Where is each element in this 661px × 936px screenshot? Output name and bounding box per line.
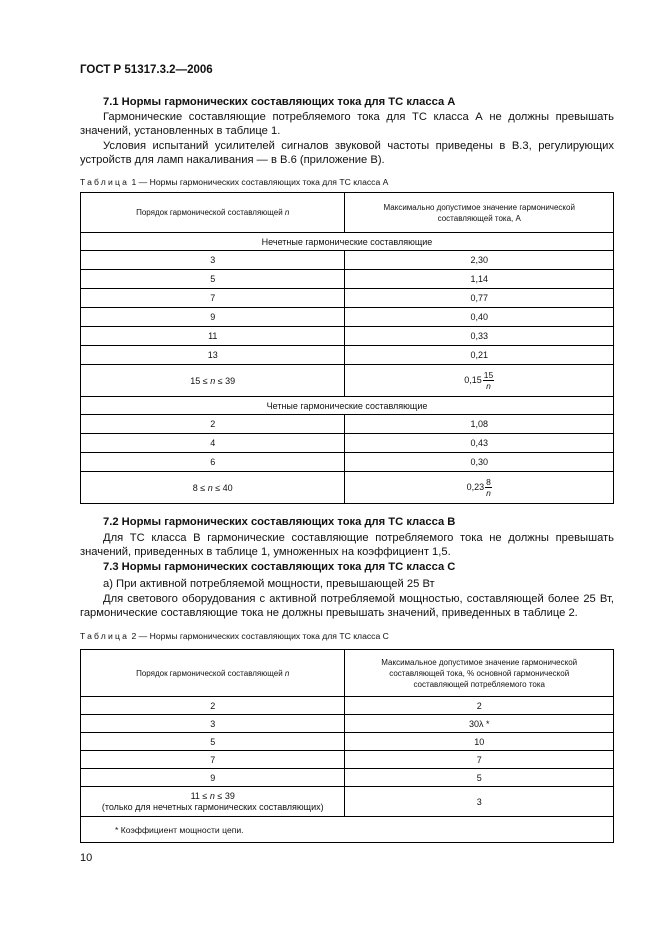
- column-header-value: Максимально допустимое значение гармонической составляющей тока, А: [345, 193, 614, 233]
- value-cell: 0,33: [345, 327, 614, 346]
- value-formula-cell: 0,15 $\frac{15}{n}$: [345, 365, 614, 397]
- column-header-order: Порядок гармонической составляющей n: [81, 650, 345, 697]
- table-row: [81, 697, 614, 715]
- order-cell: 3: [81, 715, 345, 733]
- paragraph-text: а) При активной потребляемой мощности, превышающей 25 Вт: [103, 578, 435, 590]
- table-row: [81, 453, 614, 472]
- table-row: [81, 787, 614, 817]
- table-row: [81, 472, 614, 504]
- paragraph-text: Для светового оборудования с активной потребляемой мощностью, составляющей более 25 Вт, гармонические составляющие тока не должны превышать значений, приведенных в таблице 2.: [80, 593, 614, 620]
- table-row: [81, 308, 614, 327]
- order-cell: 9: [81, 769, 345, 787]
- table-header-row: [81, 193, 614, 233]
- table-1: [80, 192, 614, 504]
- caption-word: Таблица: [80, 177, 130, 187]
- value-cell: 0,43: [345, 434, 614, 453]
- document-header: ГОСТ Р 51317.3.2—2006: [80, 64, 213, 76]
- table-group-row: [81, 397, 614, 415]
- table-row: [81, 751, 614, 769]
- value-cell: 1,08: [345, 415, 614, 434]
- order-cell: 13: [81, 346, 345, 365]
- order-cell: 7: [81, 289, 345, 308]
- section-7-1-paragraph-2: [80, 139, 614, 167]
- value-cell: 0,77: [345, 289, 614, 308]
- value-cell: 3: [345, 787, 614, 817]
- value-formula-cell: 0,23 $\frac{8}{n}$: [345, 472, 614, 504]
- odd-harmonics-title: Нечетные гармонические составляющие: [81, 233, 614, 251]
- value-cell: 2,30: [345, 251, 614, 270]
- order-cell: 7: [81, 751, 345, 769]
- paragraph-text: Условия испытаний усилителей сигналов звуковой частоты приведены в В.3, регулирующих устройств для ламп накаливания — в В.6 (приложение В).: [80, 140, 614, 167]
- column-header-order: Порядок гармонической составляющей n: [81, 193, 345, 233]
- odd-only-note: (только для нечетных гармонических составляющих): [101, 801, 324, 812]
- table-row: [81, 365, 614, 397]
- even-harmonics-title: Четные гармонические составляющие: [81, 397, 614, 415]
- order-cell: 3: [81, 251, 345, 270]
- value-cell: 0,40: [345, 308, 614, 327]
- table-row: [81, 769, 614, 787]
- value-cell: 0,21: [345, 346, 614, 365]
- order-cell: 9: [81, 308, 345, 327]
- table-row: [81, 733, 614, 751]
- order-cell: 2: [81, 697, 345, 715]
- table-row: [81, 251, 614, 270]
- table-row: [81, 289, 614, 308]
- fraction: $\frac{15}{n}$: [483, 370, 494, 391]
- fraction: $\frac{8}{n}$: [486, 477, 491, 498]
- table-footnote-row: [81, 817, 614, 843]
- section-7-2-heading: 7.2 Нормы гармонических составляющих тока для ТС класса В: [103, 516, 456, 528]
- order-cell: 4: [81, 434, 345, 453]
- footnote: * Коэффициент мощности цепи.: [81, 817, 614, 843]
- section-7-1-heading: 7.1 Нормы гармонических составляющих тока для ТС класса А: [103, 96, 456, 108]
- caption-text: 1 — Нормы гармонических составляющих тока для ТС класса А: [131, 177, 389, 187]
- table-row: [81, 715, 614, 733]
- section-7-3-paragraph-2: [80, 592, 614, 620]
- section-7-3-paragraph-1: [80, 577, 614, 591]
- value-cell: 30λ *: [345, 715, 614, 733]
- table-2-caption: [80, 631, 389, 641]
- caption-text: 2 — Нормы гармонических составляющих тока для ТС класса С: [131, 631, 389, 641]
- table-1-caption: [80, 177, 388, 187]
- value-cell: 1,14: [345, 270, 614, 289]
- table-row: [81, 270, 614, 289]
- order-range-cell: 8 ≤ n ≤ 40: [81, 472, 345, 504]
- paragraph-text: Гармонические составляющие потребляемого тока для ТС класса А не должны превышать значений, установленных в таблице 1.: [80, 111, 614, 138]
- order-range-cell: 15 ≤ n ≤ 39: [81, 365, 345, 397]
- table-row: [81, 346, 614, 365]
- column-header-value: Максимальное допустимое значение гармонической составляющей тока, % основной гармонической составляющей потребляемого тока: [345, 650, 614, 697]
- order-cell: 5: [81, 733, 345, 751]
- value-cell: 2: [345, 697, 614, 715]
- table-row: [81, 327, 614, 346]
- table-2: [80, 649, 614, 843]
- page-number: 10: [80, 852, 93, 864]
- value-cell: 7: [345, 751, 614, 769]
- table-row: [81, 434, 614, 453]
- section-7-1-paragraph-1: [80, 110, 614, 138]
- table-group-row: [81, 233, 614, 251]
- order-cell: 6: [81, 453, 345, 472]
- value-cell: 5: [345, 769, 614, 787]
- section-7-2-paragraph-1: [80, 531, 614, 559]
- order-cell: 2: [81, 415, 345, 434]
- paragraph-text: Для ТС класса В гармонические составляющие потребляемого тока не должны превышать значений, приведенных в таблице 1, умноженных на коэффициент 1,5.: [80, 532, 614, 559]
- value-cell: 0,30: [345, 453, 614, 472]
- value-cell: 10: [345, 733, 614, 751]
- section-7-3-heading: 7.3 Нормы гармонических составляющих тока для ТС класса С: [103, 561, 456, 573]
- order-cell: 11: [81, 327, 345, 346]
- table-row: [81, 415, 614, 434]
- order-range-cell: 11 ≤ n ≤ 39 (только для нечетных гармонических составляющих): [81, 787, 345, 817]
- caption-word: Таблица: [80, 631, 130, 641]
- order-cell: 5: [81, 270, 345, 289]
- table-header-row: [81, 650, 614, 697]
